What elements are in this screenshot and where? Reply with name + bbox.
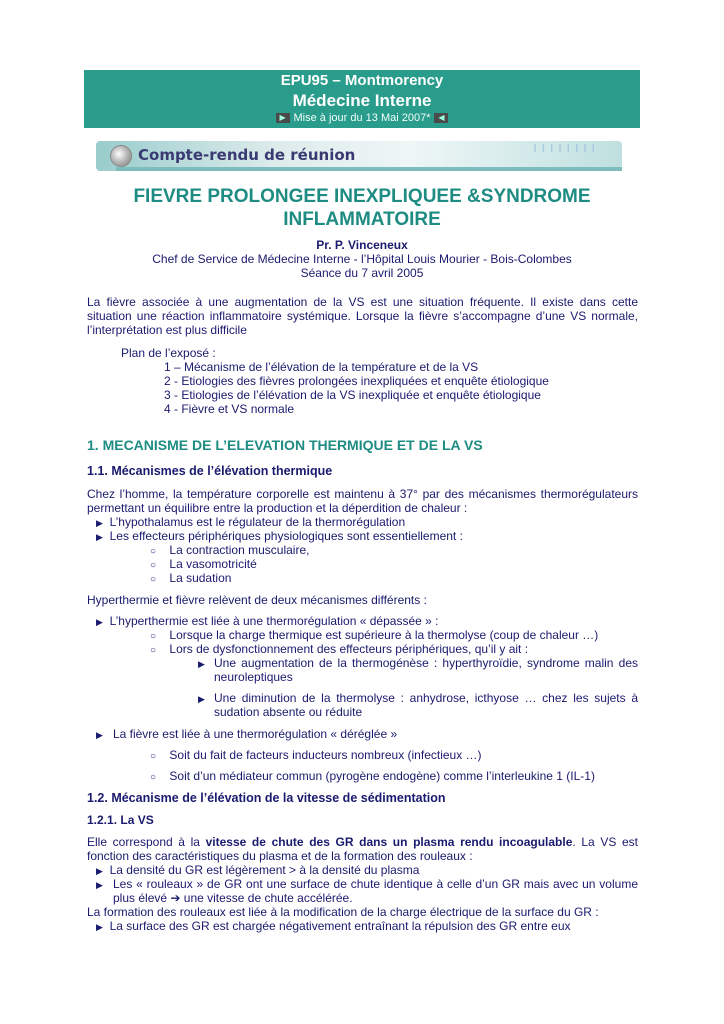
bullet-arrow-icon: ▶ bbox=[96, 880, 103, 890]
list-item: Une diminution de la thermolyse : anhydrose, icthyose … chez les sujets à sudation absente ou réduite bbox=[214, 691, 638, 719]
author-block bbox=[84, 238, 640, 280]
author-name: Pr. P. Vinceneux bbox=[316, 238, 408, 252]
vs-definition-paragraph: Elle correspond à la vitesse de chute des GR dans un plasma rendu incoagulable. La VS est fonction des caractéristiques du plasma et de la formation des rouleaux : bbox=[87, 835, 638, 863]
report-banner-label: Compte-rendu de réunion bbox=[138, 146, 356, 164]
right-arrow-icon: ➔ bbox=[170, 891, 181, 905]
circle-bullet-icon: ○ bbox=[150, 546, 157, 557]
list-item: ▶ La densité du GR est légèrement > à la densité du plasma bbox=[96, 863, 420, 877]
list-item: ○ Lors de dysfonctionnement des effecteurs périphériques, qu’il y ait : bbox=[150, 642, 529, 656]
author-affiliation: Chef de Service de Médecine Interne - l’Hôpital Louis Mourier - Bois-Colombes bbox=[152, 252, 572, 266]
circle-bullet-icon: ○ bbox=[150, 574, 157, 585]
vs-definition-bold: vitesse de chute des GR dans un plasma rendu incoagulable bbox=[205, 835, 573, 849]
bullet-arrow-icon: ▶ bbox=[96, 532, 103, 542]
list-item: ▶ L’hypothalamus est le régulateur de la thermorégulation bbox=[96, 515, 406, 529]
section-1-2-1-heading: 1.2.1. La VS bbox=[87, 813, 154, 827]
paragraph: La formation des rouleaux est liée à la modification de la charge électrique de la surface du GR : bbox=[87, 905, 599, 919]
bullet-arrow-icon: ▶ bbox=[96, 518, 103, 528]
banner-department: Médecine Interne bbox=[292, 91, 432, 110]
list-item: ○ Soit du fait de facteurs inducteurs nombreux (infectieux …) bbox=[150, 748, 482, 762]
update-date: Mise à jour du 13 Mai 2007* bbox=[293, 112, 431, 124]
list-item: ▶ Les effecteurs périphériques physiologiques sont essentiellement : bbox=[96, 529, 463, 543]
banner-org: EPU95 – Montmorency bbox=[280, 72, 444, 89]
decorative-dots-icon: ⁞⁞⁞⁞⁞⁞⁞⁞ bbox=[533, 144, 600, 155]
banner-underline bbox=[116, 167, 622, 171]
intro-paragraph: La fièvre associée à une augmentation de la VS est une situation fréquente. Il existe dans cette situation une réaction inflammatoire systémique. Lorsque la fièvre s’accompagne d’une VS normale, l’interprétation est plus difficile bbox=[87, 295, 638, 337]
document-title: FIEVRE PROLONGEE INEXPLIQUEE &SYNDROME INFLAMMATOIRE bbox=[133, 186, 591, 230]
banner-update-line bbox=[84, 111, 640, 125]
list-item: Les « rouleaux » de GR ont une surface de chute identique à celle d’un GR mais avec un volume plus élevé ➔ une vitesse de chute accélérée. bbox=[113, 877, 638, 905]
section-1-heading: 1. MECANISME DE L’ELEVATION THERMIQUE ET DE LA VS bbox=[87, 437, 483, 453]
circle-bullet-icon: ○ bbox=[150, 631, 157, 642]
list-item: Une augmentation de la thermogénèse : hyperthyroïdie, syndrome malin des neuroleptiques bbox=[214, 656, 638, 684]
list-item: ▶ L’hyperthermie est liée à une thermorégulation « dépassée » : bbox=[96, 614, 439, 628]
list-item: ▶ La surface des GR est chargée négativement entraînant la répulsion des GR entre eux bbox=[96, 919, 571, 933]
list-item: ▶ La fièvre est liée à une thermorégulation « déréglée » bbox=[96, 727, 398, 741]
circle-bullet-icon: ○ bbox=[150, 772, 157, 783]
list-item: ○ Lorsque la charge thermique est supérieure à la thermolyse (coup de chaleur …) bbox=[150, 628, 599, 642]
section-1-1-heading: 1.1. Mécanismes de l’élévation thermique bbox=[87, 464, 333, 478]
plan-item: 3 - Etiologies de l’élévation de la VS inexpliquée et enquête étiologique bbox=[164, 388, 541, 402]
plan-item: 4 - Fièvre et VS normale bbox=[164, 402, 295, 416]
circle-bullet-icon: ○ bbox=[150, 560, 157, 571]
bullet-arrow-icon: ▶ bbox=[198, 659, 205, 669]
circle-bullet-icon: ○ bbox=[150, 751, 157, 762]
circle-bullet-icon: ○ bbox=[150, 645, 157, 656]
bullet-arrow-icon: ▶ bbox=[198, 694, 205, 704]
back-arrow-icon[interactable]: ◀ bbox=[434, 113, 448, 123]
session-date: Séance du 7 avril 2005 bbox=[300, 266, 424, 280]
forward-arrow-icon[interactable]: ▶ bbox=[276, 113, 290, 123]
section-1-2-heading: 1.2. Mécanisme de l’élévation de la vitesse de sédimentation bbox=[87, 791, 446, 805]
plan-item: 2 - Etiologies des fièvres prolongées inexpliquées et enquête étiologique bbox=[164, 374, 549, 388]
paragraph: Hyperthermie et fièvre relèvent de deux mécanismes différents : bbox=[87, 593, 427, 607]
bullet-arrow-icon: ▶ bbox=[96, 617, 103, 627]
header-banner bbox=[84, 70, 640, 128]
list-item: ○ La contraction musculaire, bbox=[150, 543, 310, 557]
report-banner bbox=[96, 141, 622, 171]
list-item: ○ La vasomotricité bbox=[150, 557, 257, 571]
list-item: ○ Soit d’un médiateur commun (pyrogène endogène) comme l’interleukine 1 (IL-1) bbox=[150, 769, 595, 783]
section-1-1-paragraph: Chez l’homme, la température corporelle est maintenu à 37° par des mécanismes thermorégulateurs permettant un équilibre entre la production et la déperdition de chaleur : bbox=[87, 487, 638, 515]
plan-heading: Plan de l’exposé : bbox=[121, 346, 216, 360]
plan-item: 1 – Mécanisme de l’élévation de la température et de la VS bbox=[164, 360, 479, 374]
list-item: ○ La sudation bbox=[150, 571, 232, 585]
bullet-arrow-icon: ▶ bbox=[96, 922, 103, 932]
bullet-arrow-icon: ▶ bbox=[96, 866, 103, 876]
bullet-arrow-icon: ▶ bbox=[96, 730, 103, 740]
sphere-logo-icon bbox=[110, 145, 132, 167]
